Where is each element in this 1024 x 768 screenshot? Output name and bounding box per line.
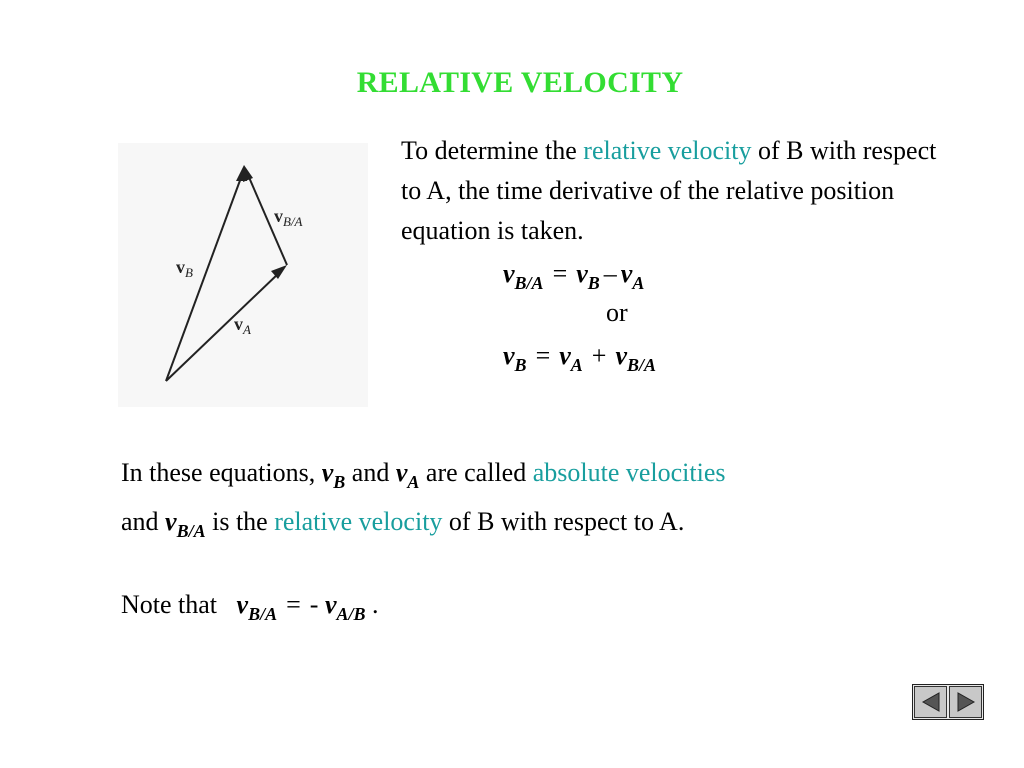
triangle-right-icon xyxy=(955,691,977,713)
next-slide-button[interactable] xyxy=(949,686,982,718)
relative-velocity-term: relative velocity xyxy=(583,136,752,165)
diagram-background xyxy=(118,143,368,407)
intro-paragraph xyxy=(401,131,961,251)
explanation-paragraph: In these equations, $v_B$ and $v_A$ are called absolute velocities and $v_{B/A}$ is the relative velocity of B with respect to A. xyxy=(121,458,726,541)
label-vA: $v_A$ xyxy=(234,314,251,337)
label-vBA: $v_{B/A}$ xyxy=(274,206,303,229)
triangle-left-icon xyxy=(920,691,942,713)
intro-text-1: To determine the xyxy=(401,136,577,165)
slide-navigation xyxy=(912,684,984,720)
intro-text-2: of B with respect to A, the time derivative of the relative position equation is taken. xyxy=(401,136,937,245)
equation-relative-velocity: $v_{B/A} = v_B - v_A$ xyxy=(503,259,645,293)
equation-absolute-velocity: $v_B = v_A + v_{B/A}$ xyxy=(503,341,657,375)
relative-velocity-term-2: relative velocity xyxy=(274,507,443,536)
label-vB: $v_B$ xyxy=(176,257,193,280)
or-label: or xyxy=(606,298,628,327)
note-equation: Note that $v_{B/A}$ = - $v_{A/B}$ . xyxy=(121,590,379,624)
absolute-velocities-term: absolute velocities xyxy=(532,458,726,487)
previous-slide-button[interactable] xyxy=(914,686,947,718)
vector-triangle-diagram xyxy=(118,143,368,407)
slide-title: RELATIVE VELOCITY xyxy=(356,66,684,99)
